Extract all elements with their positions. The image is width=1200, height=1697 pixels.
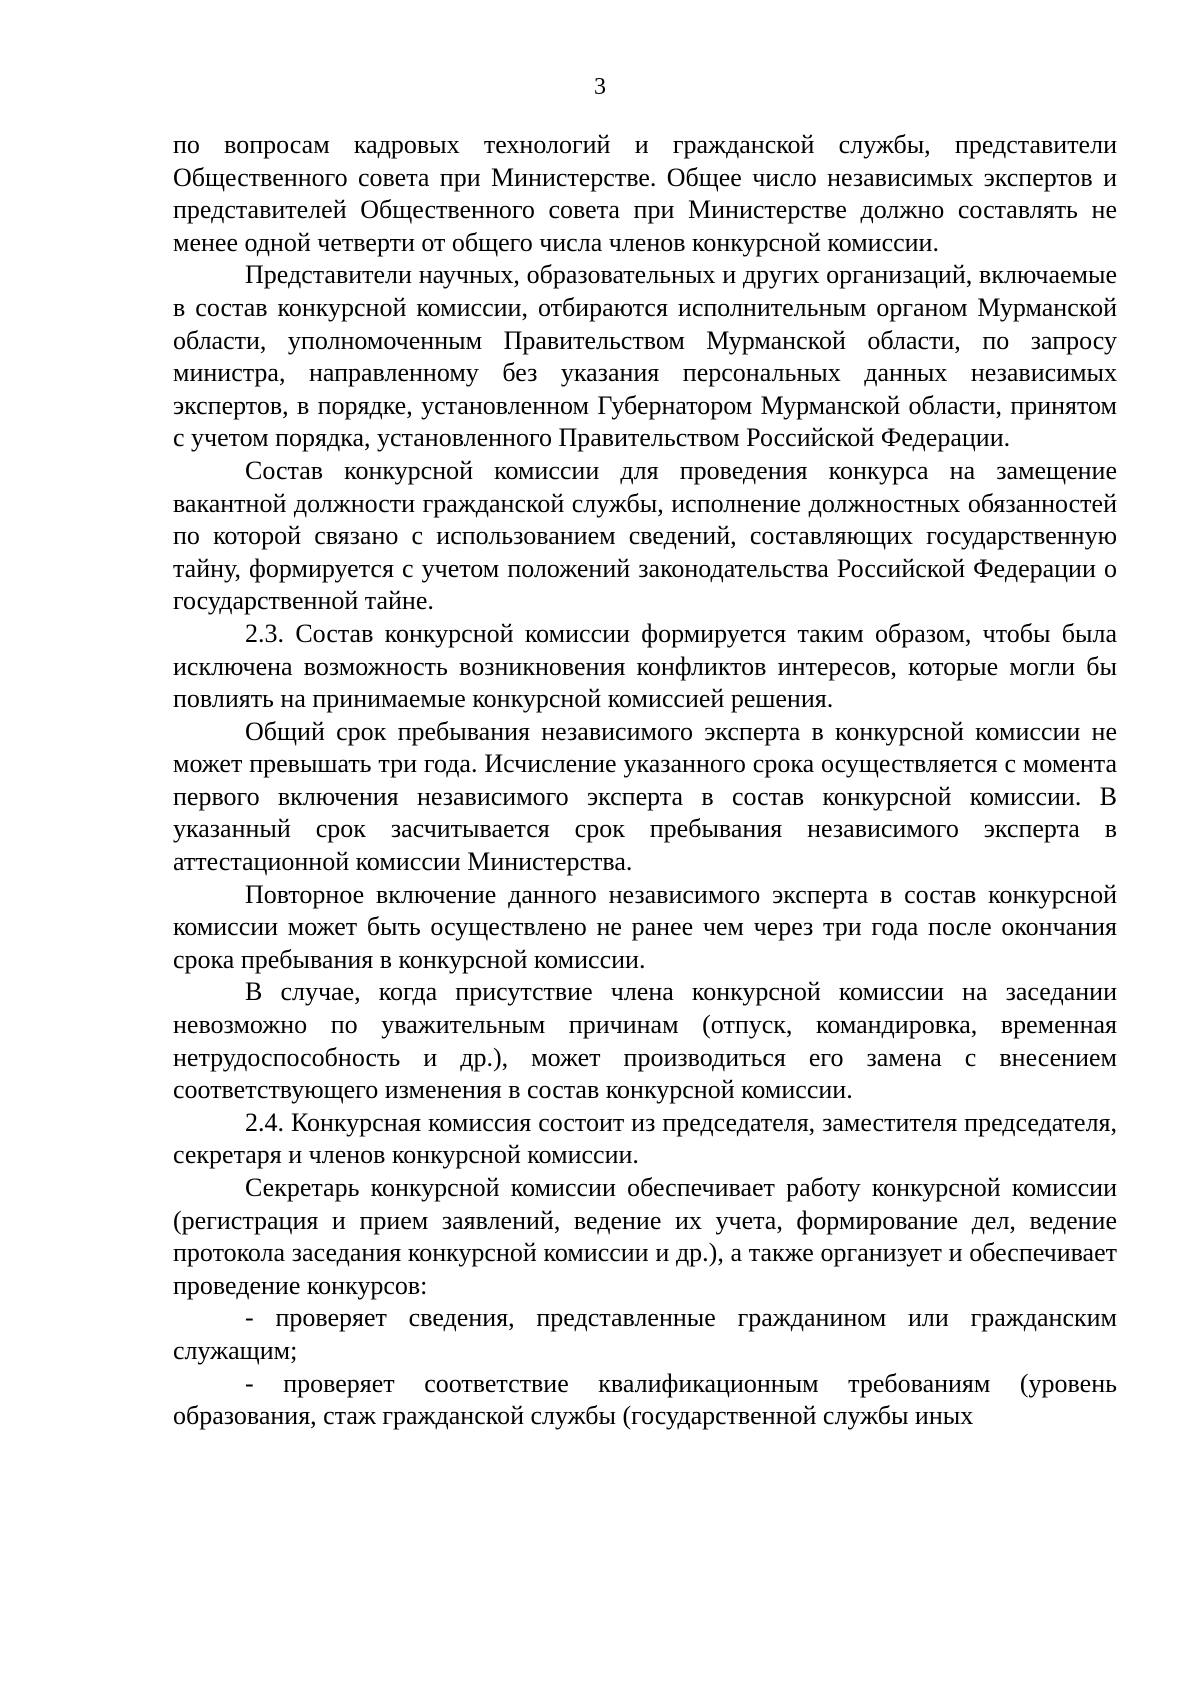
paragraph-secretary: Секретарь конкурсной комиссии обеспечивает работу конкурсной комиссии (регистрация и прием заявлений, ведение их учета, формирование дел, ведение протокола заседания конкурсной комиссии и др.), а также организует и обеспечивает проведение конкурсов: (173, 1173, 1117, 1300)
list-item-verify-qualifications: - проверяет соответствие квалификационным требованиям (уровень образования, стаж гражданской службы (государственной службы иных (173, 1368, 1117, 1431)
paragraph-2-3: 2.3. Состав конкурсной комиссии формируется таким образом, чтобы была исключена возможность возникновения конфликтов интересов, которые могли бы повлиять на принимаемые конкурсной комиссией решения. (173, 618, 1117, 714)
paragraph-2-4: 2.4. Конкурсная комиссия состоит из председателя, заместителя председателя, секретаря и членов конкурсной комиссии. (173, 1107, 1117, 1170)
paragraph-state-secret: Состав конкурсной комиссии для проведения конкурса на замещение вакантной должности гражданской службы, исполнение должностных обязанностей по которой связано с использованием сведений, составляющих государственную тайну, формируется с учетом положений законодательства Российской Федерации о государственной тайне. (173, 455, 1117, 616)
paragraph-replacement: В случае, когда присутствие члена конкурсной комиссии на заседании невозможно по уважительным причинам (отпуск, командировка, временная нетрудоспособность и др.), может производиться его замена с внесением соответствующего изменения в состав конкурсной комиссии. (173, 977, 1117, 1105)
paragraph-term-limit: Общий срок пребывания независимого эксперта в конкурсной комиссии не может превышать три года. Исчисление указанного срока осуществляется с момента первого включения независимого эксперта в состав конкурсной комиссии. В указанный срок засчитывается срок пребывания независимого эксперта в аттестационной комиссии Министерства. (173, 716, 1117, 877)
document-body (173, 129, 1117, 1433)
paragraph-repeat-inclusion: Повторное включение данного независимого эксперта в состав конкурсной комиссии может быть осуществлено не ранее чем через три года после окончания срока пребывания в конкурсной комиссии. (173, 879, 1117, 974)
paragraph-representatives: Представители научных, образовательных и других организаций, включаемые в состав конкурсной комиссии, отбираются исполнительным органом Мурманской области, уполномоченным Правительством Мурманской области, по запросу министра, направленному без указания персональных данных независимых экспертов, в порядке, установленном Губернатором Мурманской области, принятом с учетом порядка, установленного Правительством Российской Федерации. (173, 260, 1117, 453)
paragraph-continuation: по вопросам кадровых технологий и гражданской службы, представители Общественного совета при Министерстве. Общее число независимых экспертов и представителей Общественного совета при Министерстве должно составлять не менее одной четверти от общего числа членов конкурсной комиссии. (173, 130, 1117, 257)
page-number: 3 (594, 74, 606, 100)
list-item-verify-info: - проверяет сведения, представленные гражданином или гражданским служащим; (173, 1303, 1117, 1365)
